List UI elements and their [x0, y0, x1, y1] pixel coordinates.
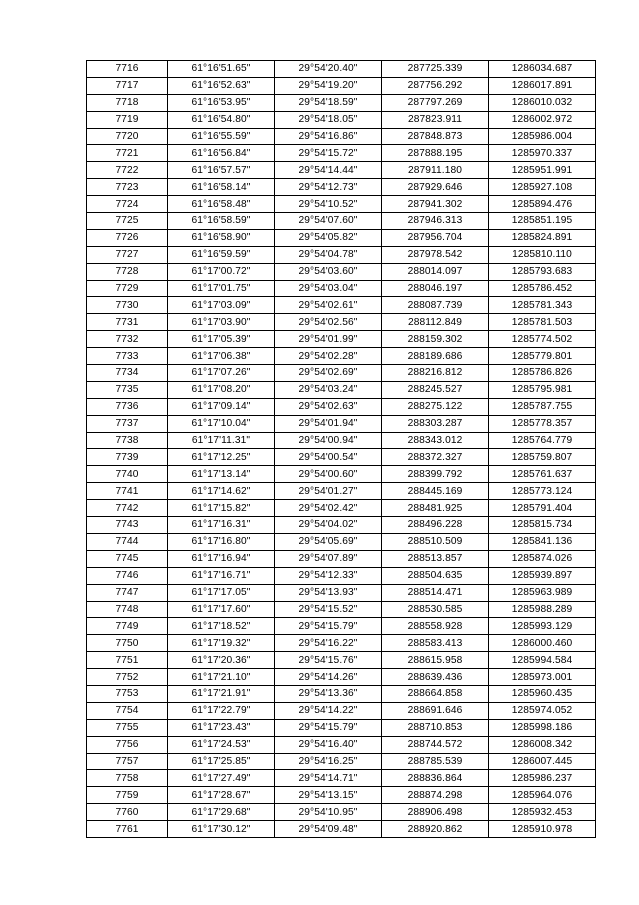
latitude-cell: 29°54'02.63"	[275, 398, 382, 415]
longitude-cell: 61°17'10.04"	[168, 415, 275, 432]
easting-cell: 288510.509	[382, 533, 489, 550]
latitude-cell: 29°54'01.94"	[275, 415, 382, 432]
point-id-cell: 7744	[87, 533, 168, 550]
table-row	[87, 77, 596, 94]
point-id-cell: 7761	[87, 821, 168, 838]
table-row	[87, 145, 596, 162]
longitude-cell: 61°16'56.84"	[168, 145, 275, 162]
point-id-cell: 7756	[87, 736, 168, 753]
easting-cell: 288691.646	[382, 702, 489, 719]
easting-cell: 287725.339	[382, 61, 489, 78]
point-id-cell: 7747	[87, 584, 168, 601]
northing-cell: 1285761.637	[489, 466, 596, 483]
longitude-cell: 61°17'30.12"	[168, 821, 275, 838]
point-id-cell: 7748	[87, 601, 168, 618]
longitude-cell: 61°17'11.31"	[168, 432, 275, 449]
table-row	[87, 331, 596, 348]
easting-cell: 288399.792	[382, 466, 489, 483]
latitude-cell: 29°54'00.94"	[275, 432, 382, 449]
easting-cell: 288744.572	[382, 736, 489, 753]
longitude-cell: 61°16'54.80"	[168, 111, 275, 128]
table-row	[87, 314, 596, 331]
longitude-cell: 61°17'03.09"	[168, 297, 275, 314]
northing-cell: 1285774.502	[489, 331, 596, 348]
table-row	[87, 449, 596, 466]
latitude-cell: 29°54'14.71"	[275, 770, 382, 787]
point-id-cell: 7757	[87, 753, 168, 770]
latitude-cell: 29°54'12.33"	[275, 567, 382, 584]
point-id-cell: 7752	[87, 669, 168, 686]
northing-cell: 1286002.972	[489, 111, 596, 128]
latitude-cell: 29°54'00.60"	[275, 466, 382, 483]
northing-cell: 1285795.981	[489, 381, 596, 398]
longitude-cell: 61°16'51.65"	[168, 61, 275, 78]
table-row	[87, 348, 596, 365]
point-id-cell: 7725	[87, 213, 168, 230]
longitude-cell: 61°16'59.59"	[168, 246, 275, 263]
latitude-cell: 29°54'14.26"	[275, 669, 382, 686]
table-row	[87, 297, 596, 314]
easting-cell: 287911.180	[382, 162, 489, 179]
longitude-cell: 61°17'17.05"	[168, 584, 275, 601]
easting-cell: 288014.097	[382, 263, 489, 280]
easting-cell: 288874.298	[382, 787, 489, 804]
table-row	[87, 736, 596, 753]
longitude-cell: 61°17'28.67"	[168, 787, 275, 804]
point-id-cell: 7717	[87, 77, 168, 94]
table-row	[87, 179, 596, 196]
northing-cell: 1285781.343	[489, 297, 596, 314]
longitude-cell: 61°17'16.80"	[168, 533, 275, 550]
easting-cell: 287756.292	[382, 77, 489, 94]
latitude-cell: 29°54'02.56"	[275, 314, 382, 331]
easting-cell: 287929.646	[382, 179, 489, 196]
longitude-cell: 61°16'52.63"	[168, 77, 275, 94]
table-row	[87, 381, 596, 398]
latitude-cell: 29°54'14.22"	[275, 702, 382, 719]
table-row	[87, 466, 596, 483]
table-row	[87, 263, 596, 280]
point-id-cell: 7750	[87, 635, 168, 652]
point-id-cell: 7732	[87, 331, 168, 348]
table-row	[87, 398, 596, 415]
latitude-cell: 29°54'15.79"	[275, 719, 382, 736]
table-row	[87, 111, 596, 128]
latitude-cell: 29°54'07.89"	[275, 550, 382, 567]
latitude-cell: 29°54'03.04"	[275, 280, 382, 297]
point-id-cell: 7731	[87, 314, 168, 331]
point-id-cell: 7728	[87, 263, 168, 280]
northing-cell: 1285773.124	[489, 483, 596, 500]
longitude-cell: 61°17'05.39"	[168, 331, 275, 348]
northing-cell: 1285951.991	[489, 162, 596, 179]
easting-cell: 288530.585	[382, 601, 489, 618]
latitude-cell: 29°54'01.99"	[275, 331, 382, 348]
table-row	[87, 635, 596, 652]
northing-cell: 1285988.289	[489, 601, 596, 618]
table-row	[87, 280, 596, 297]
northing-cell: 1285786.826	[489, 365, 596, 382]
table-row	[87, 652, 596, 669]
easting-cell: 288836.864	[382, 770, 489, 787]
longitude-cell: 61°17'21.91"	[168, 685, 275, 702]
northing-cell: 1286007.445	[489, 753, 596, 770]
easting-cell: 287888.195	[382, 145, 489, 162]
table-row	[87, 415, 596, 432]
table-row	[87, 804, 596, 821]
easting-cell: 288112.849	[382, 314, 489, 331]
easting-cell: 288920.862	[382, 821, 489, 838]
coordinate-table	[86, 60, 596, 838]
latitude-cell: 29°54'15.76"	[275, 652, 382, 669]
latitude-cell: 29°54'04.02"	[275, 517, 382, 534]
easting-cell: 288445.169	[382, 483, 489, 500]
latitude-cell: 29°54'15.79"	[275, 618, 382, 635]
point-id-cell: 7733	[87, 348, 168, 365]
northing-cell: 1285791.404	[489, 500, 596, 517]
table-row	[87, 533, 596, 550]
point-id-cell: 7742	[87, 500, 168, 517]
point-id-cell: 7720	[87, 128, 168, 145]
table-row	[87, 787, 596, 804]
point-id-cell: 7749	[87, 618, 168, 635]
easting-cell: 287848.873	[382, 128, 489, 145]
latitude-cell: 29°54'20.40"	[275, 61, 382, 78]
point-id-cell: 7716	[87, 61, 168, 78]
longitude-cell: 61°17'12.25"	[168, 449, 275, 466]
longitude-cell: 61°17'21.10"	[168, 669, 275, 686]
point-id-cell: 7734	[87, 365, 168, 382]
northing-cell: 1285960.435	[489, 685, 596, 702]
easting-cell: 288275.122	[382, 398, 489, 415]
easting-cell: 287978.542	[382, 246, 489, 263]
longitude-cell: 61°17'23.43"	[168, 719, 275, 736]
easting-cell: 287823.911	[382, 111, 489, 128]
coordinate-table-body	[87, 61, 596, 838]
longitude-cell: 61°17'08.20"	[168, 381, 275, 398]
easting-cell: 288906.498	[382, 804, 489, 821]
longitude-cell: 61°17'00.72"	[168, 263, 275, 280]
easting-cell: 288481.925	[382, 500, 489, 517]
table-row	[87, 517, 596, 534]
latitude-cell: 29°54'19.20"	[275, 77, 382, 94]
northing-cell: 1285974.052	[489, 702, 596, 719]
latitude-cell: 29°54'10.52"	[275, 196, 382, 213]
longitude-cell: 61°17'15.82"	[168, 500, 275, 517]
easting-cell: 288245.527	[382, 381, 489, 398]
point-id-cell: 7736	[87, 398, 168, 415]
easting-cell: 288303.287	[382, 415, 489, 432]
point-id-cell: 7719	[87, 111, 168, 128]
point-id-cell: 7722	[87, 162, 168, 179]
longitude-cell: 61°17'16.71"	[168, 567, 275, 584]
latitude-cell: 29°54'10.95"	[275, 804, 382, 821]
table-row	[87, 365, 596, 382]
longitude-cell: 61°16'58.90"	[168, 229, 275, 246]
latitude-cell: 29°54'07.60"	[275, 213, 382, 230]
northing-cell: 1286008.342	[489, 736, 596, 753]
longitude-cell: 61°17'17.60"	[168, 601, 275, 618]
easting-cell: 288615.958	[382, 652, 489, 669]
northing-cell: 1285787.755	[489, 398, 596, 415]
northing-cell: 1285927.108	[489, 179, 596, 196]
easting-cell: 288496.228	[382, 517, 489, 534]
point-id-cell: 7721	[87, 145, 168, 162]
point-id-cell: 7718	[87, 94, 168, 111]
longitude-cell: 61°17'24.53"	[168, 736, 275, 753]
easting-cell: 288504.635	[382, 567, 489, 584]
latitude-cell: 29°54'05.69"	[275, 533, 382, 550]
easting-cell: 288372.327	[382, 449, 489, 466]
table-row	[87, 719, 596, 736]
point-id-cell: 7745	[87, 550, 168, 567]
latitude-cell: 29°54'04.78"	[275, 246, 382, 263]
table-row	[87, 246, 596, 263]
point-id-cell: 7730	[87, 297, 168, 314]
longitude-cell: 61°17'29.68"	[168, 804, 275, 821]
longitude-cell: 61°16'57.57"	[168, 162, 275, 179]
table-row	[87, 753, 596, 770]
easting-cell: 288639.436	[382, 669, 489, 686]
point-id-cell: 7726	[87, 229, 168, 246]
longitude-cell: 61°17'13.14"	[168, 466, 275, 483]
easting-cell: 288583.413	[382, 635, 489, 652]
latitude-cell: 29°54'16.25"	[275, 753, 382, 770]
table-row	[87, 550, 596, 567]
latitude-cell: 29°54'16.22"	[275, 635, 382, 652]
latitude-cell: 29°54'16.40"	[275, 736, 382, 753]
latitude-cell: 29°54'00.54"	[275, 449, 382, 466]
longitude-cell: 61°17'19.32"	[168, 635, 275, 652]
table-row	[87, 483, 596, 500]
longitude-cell: 61°17'25.85"	[168, 753, 275, 770]
longitude-cell: 61°17'01.75"	[168, 280, 275, 297]
northing-cell: 1285793.683	[489, 263, 596, 280]
northing-cell: 1286000.460	[489, 635, 596, 652]
latitude-cell: 29°54'02.61"	[275, 297, 382, 314]
easting-cell: 287956.704	[382, 229, 489, 246]
easting-cell: 288514.471	[382, 584, 489, 601]
longitude-cell: 61°16'58.48"	[168, 196, 275, 213]
longitude-cell: 61°17'14.62"	[168, 483, 275, 500]
northing-cell: 1285939.897	[489, 567, 596, 584]
easting-cell: 288343.012	[382, 432, 489, 449]
latitude-cell: 29°54'02.28"	[275, 348, 382, 365]
latitude-cell: 29°54'18.59"	[275, 94, 382, 111]
table-row	[87, 770, 596, 787]
northing-cell: 1285970.337	[489, 145, 596, 162]
table-row	[87, 432, 596, 449]
longitude-cell: 61°17'03.90"	[168, 314, 275, 331]
longitude-cell: 61°16'53.95"	[168, 94, 275, 111]
easting-cell: 288159.302	[382, 331, 489, 348]
point-id-cell: 7760	[87, 804, 168, 821]
longitude-cell: 61°17'20.36"	[168, 652, 275, 669]
table-row	[87, 702, 596, 719]
northing-cell: 1285786.452	[489, 280, 596, 297]
easting-cell: 287941.302	[382, 196, 489, 213]
latitude-cell: 29°54'13.36"	[275, 685, 382, 702]
northing-cell: 1285910.978	[489, 821, 596, 838]
point-id-cell: 7743	[87, 517, 168, 534]
northing-cell: 1285894.476	[489, 196, 596, 213]
northing-cell: 1285841.136	[489, 533, 596, 550]
table-row	[87, 500, 596, 517]
easting-cell: 288046.197	[382, 280, 489, 297]
longitude-cell: 61°16'58.14"	[168, 179, 275, 196]
point-id-cell: 7758	[87, 770, 168, 787]
table-row	[87, 128, 596, 145]
point-id-cell: 7741	[87, 483, 168, 500]
northing-cell: 1285778.357	[489, 415, 596, 432]
northing-cell: 1285986.237	[489, 770, 596, 787]
northing-cell: 1285779.801	[489, 348, 596, 365]
longitude-cell: 61°16'55.59"	[168, 128, 275, 145]
northing-cell: 1285963.989	[489, 584, 596, 601]
table-row	[87, 685, 596, 702]
easting-cell: 288189.686	[382, 348, 489, 365]
northing-cell: 1285781.503	[489, 314, 596, 331]
northing-cell: 1285759.807	[489, 449, 596, 466]
point-id-cell: 7723	[87, 179, 168, 196]
northing-cell: 1285994.584	[489, 652, 596, 669]
table-row	[87, 601, 596, 618]
latitude-cell: 29°54'13.93"	[275, 584, 382, 601]
northing-cell: 1285824.891	[489, 229, 596, 246]
latitude-cell: 29°54'09.48"	[275, 821, 382, 838]
easting-cell: 288216.812	[382, 365, 489, 382]
easting-cell: 287946.313	[382, 213, 489, 230]
coordinate-sheet	[86, 60, 595, 838]
northing-cell: 1285851.195	[489, 213, 596, 230]
table-row	[87, 618, 596, 635]
point-id-cell: 7737	[87, 415, 168, 432]
latitude-cell: 29°54'03.24"	[275, 381, 382, 398]
longitude-cell: 61°17'16.94"	[168, 550, 275, 567]
table-row	[87, 213, 596, 230]
table-row	[87, 229, 596, 246]
latitude-cell: 29°54'03.60"	[275, 263, 382, 280]
northing-cell: 1285986.004	[489, 128, 596, 145]
latitude-cell: 29°54'13.15"	[275, 787, 382, 804]
point-id-cell: 7727	[87, 246, 168, 263]
northing-cell: 1285874.026	[489, 550, 596, 567]
easting-cell: 288558.928	[382, 618, 489, 635]
easting-cell: 288710.853	[382, 719, 489, 736]
point-id-cell: 7754	[87, 702, 168, 719]
longitude-cell: 61°17'06.38"	[168, 348, 275, 365]
latitude-cell: 29°54'01.27"	[275, 483, 382, 500]
point-id-cell: 7751	[87, 652, 168, 669]
point-id-cell: 7755	[87, 719, 168, 736]
easting-cell: 288087.739	[382, 297, 489, 314]
latitude-cell: 29°54'12.73"	[275, 179, 382, 196]
table-row	[87, 821, 596, 838]
northing-cell: 1285810.110	[489, 246, 596, 263]
point-id-cell: 7740	[87, 466, 168, 483]
northing-cell: 1285932.453	[489, 804, 596, 821]
latitude-cell: 29°54'05.82"	[275, 229, 382, 246]
northing-cell: 1285764.779	[489, 432, 596, 449]
northing-cell: 1285815.734	[489, 517, 596, 534]
point-id-cell: 7735	[87, 381, 168, 398]
point-id-cell: 7739	[87, 449, 168, 466]
latitude-cell: 29°54'14.44"	[275, 162, 382, 179]
easting-cell: 288785.539	[382, 753, 489, 770]
point-id-cell: 7729	[87, 280, 168, 297]
point-id-cell: 7753	[87, 685, 168, 702]
longitude-cell: 61°17'07.26"	[168, 365, 275, 382]
northing-cell: 1285998.186	[489, 719, 596, 736]
latitude-cell: 29°54'02.69"	[275, 365, 382, 382]
easting-cell: 287797.269	[382, 94, 489, 111]
northing-cell: 1285964.076	[489, 787, 596, 804]
table-row	[87, 162, 596, 179]
latitude-cell: 29°54'15.72"	[275, 145, 382, 162]
table-row	[87, 584, 596, 601]
northing-cell: 1286017.891	[489, 77, 596, 94]
easting-cell: 288664.858	[382, 685, 489, 702]
longitude-cell: 61°17'16.31"	[168, 517, 275, 534]
easting-cell: 288513.857	[382, 550, 489, 567]
longitude-cell: 61°17'22.79"	[168, 702, 275, 719]
point-id-cell: 7746	[87, 567, 168, 584]
point-id-cell: 7759	[87, 787, 168, 804]
table-row	[87, 669, 596, 686]
northing-cell: 1285993.129	[489, 618, 596, 635]
latitude-cell: 29°54'18.05"	[275, 111, 382, 128]
longitude-cell: 61°17'18.52"	[168, 618, 275, 635]
point-id-cell: 7724	[87, 196, 168, 213]
longitude-cell: 61°16'58.59"	[168, 213, 275, 230]
table-row	[87, 94, 596, 111]
northing-cell: 1286010.032	[489, 94, 596, 111]
longitude-cell: 61°17'27.49"	[168, 770, 275, 787]
table-row	[87, 567, 596, 584]
latitude-cell: 29°54'02.42"	[275, 500, 382, 517]
latitude-cell: 29°54'16.86"	[275, 128, 382, 145]
latitude-cell: 29°54'15.52"	[275, 601, 382, 618]
table-row	[87, 196, 596, 213]
northing-cell: 1286034.687	[489, 61, 596, 78]
table-row	[87, 61, 596, 78]
longitude-cell: 61°17'09.14"	[168, 398, 275, 415]
northing-cell: 1285973.001	[489, 669, 596, 686]
point-id-cell: 7738	[87, 432, 168, 449]
